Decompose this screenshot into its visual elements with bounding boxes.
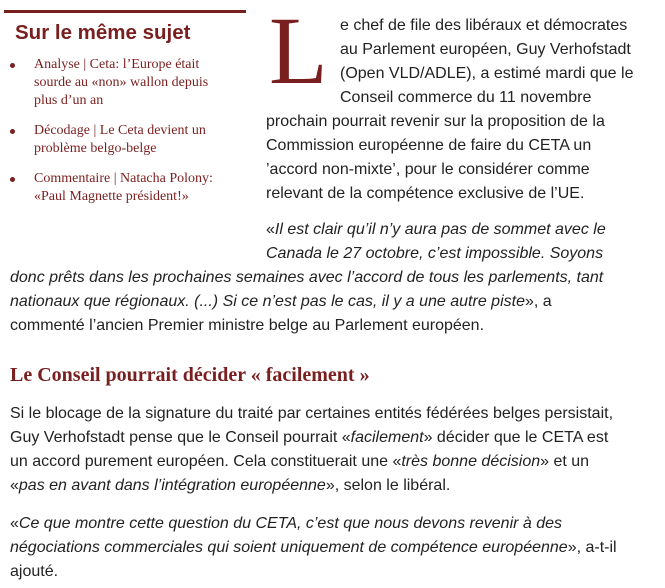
related-link-decodage[interactable] (4, 122, 234, 158)
intro-line: ’accord non-mixte’, pour le considérer comme (266, 161, 590, 178)
related-sidebar (4, 10, 246, 218)
body-text: « (10, 477, 19, 494)
quote-close: », a-t-il (567, 539, 617, 556)
quote-line (10, 536, 617, 560)
intro-line: (Open VLD/ADLE), a estimé mardi que le (340, 65, 634, 82)
related-link-label[interactable]: Commentaire | Natacha Polony: «Paul Magnette président!» (34, 171, 213, 204)
related-link-label[interactable]: Décodage | Le Ceta devient un problème belgo-belge (34, 123, 206, 156)
quote-line: donc prêts dans les prochaines semaines avec l’accord de tous les parlements, tant (10, 269, 604, 286)
quote-line: Canada le 27 octobre, c’est impossible. Soyons (266, 245, 604, 262)
body-line (10, 474, 450, 498)
bullet-icon (10, 63, 15, 68)
sidebar-title: Sur le même sujet (15, 21, 191, 44)
body-text: Guy Verhofstadt pense que le Conseil pourrait « (10, 429, 351, 446)
related-link-label[interactable]: Analyse | Ceta: l’Europe était sourde au «non» wallon depuis plus d’un an (34, 57, 209, 108)
related-list (4, 56, 246, 206)
body-emphasis: pas en avant dans l’intégration européenne (18, 477, 326, 494)
quote-line (266, 218, 606, 242)
quote-open: « (10, 515, 19, 532)
body-line (10, 426, 608, 450)
quote-line: commenté l’ancien Premier ministre belge au Parlement européen. (10, 317, 485, 334)
related-link-analyse[interactable] (4, 56, 234, 110)
intro-line: Commission européenne de faire du CETA un (266, 137, 592, 154)
body-text: un accord purement européen. Cela constituerait une « (10, 453, 402, 470)
quote-text: négociations commerciales qui soient uniquement de compétence européenne (10, 539, 568, 556)
quote-line (10, 290, 552, 314)
body-line: Si le blocage de la signature du traité par certaines entités fédérées belges persistait, (10, 405, 614, 422)
intro-line: e chef de file des libéraux et démocrates (340, 17, 628, 34)
intro-line: Conseil commerce du 11 novembre (340, 89, 592, 106)
quote-text: nationaux que régionaux. (...) Si ce n’est pas le cas, il y a une autre piste (10, 293, 525, 310)
sidebar-top-rule (4, 10, 246, 13)
body-line (10, 450, 589, 474)
intro-line: au Parlement européen, Guy Verhofstadt (340, 41, 631, 58)
body-emphasis: très bonne décision (401, 453, 541, 470)
bullet-icon (10, 129, 15, 134)
body-text: » décider que le CETA est (423, 429, 609, 446)
intro-line: relevant de la compétence exclusive de l’UE. (266, 185, 585, 202)
body-emphasis: facilement (350, 429, 424, 446)
quote-line (10, 512, 562, 536)
body-text: », selon le libéral. (325, 477, 451, 494)
related-link-commentaire[interactable] (4, 170, 234, 206)
intro-line: prochain pourrait revenir sur la proposition de la (266, 113, 605, 130)
quote-open: « (266, 221, 275, 238)
quote-text: Ce que montre cette question du CETA, c’est que nous devons revenir à des (18, 515, 563, 532)
body-text: » et un (540, 453, 590, 470)
quote-line: ajouté. (10, 563, 59, 580)
section-heading: Le Conseil pourrait décider « facilement » (10, 364, 370, 386)
quote-close: », a (524, 293, 552, 310)
bullet-icon (10, 177, 15, 182)
drop-cap: L (269, 0, 328, 104)
quote-text: Il est clair qu’il n’y aura pas de sommet avec le (274, 221, 606, 238)
